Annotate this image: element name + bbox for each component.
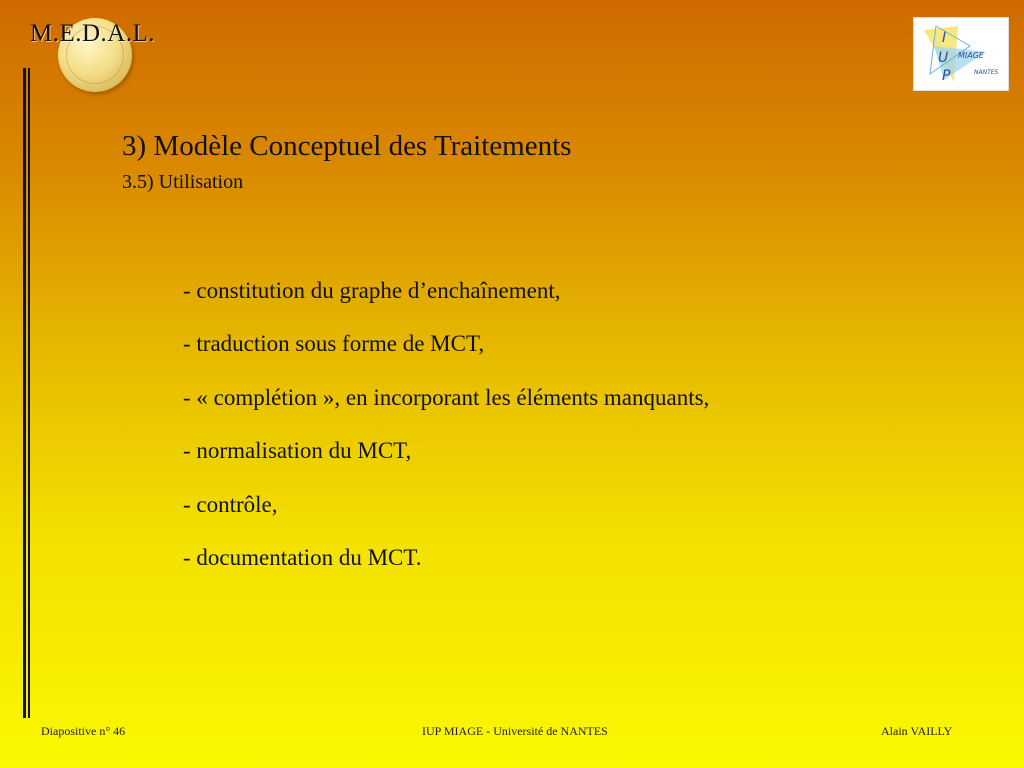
footer-author: Alain VAILLY bbox=[881, 724, 953, 738]
logo-text-nantes: NANTES bbox=[974, 69, 999, 76]
iup-miage-logo bbox=[913, 17, 1009, 91]
logo-letter-i: I bbox=[942, 30, 947, 46]
bullet-item: - normalisation du MCT, bbox=[183, 438, 412, 464]
logo-text-miage: MIAGE bbox=[958, 51, 984, 60]
logo-letter-u: U bbox=[938, 50, 949, 66]
bullet-list bbox=[183, 274, 709, 594]
footer-slide-number: Diapositive n° 46 bbox=[41, 724, 126, 738]
slide-title: 3) Modèle Conceptuel des Traitements bbox=[122, 130, 572, 162]
bullet-item: - traduction sous forme de MCT, bbox=[183, 331, 485, 357]
vertical-rule-thin bbox=[28, 68, 30, 718]
vertical-rule-thick bbox=[23, 68, 26, 718]
bullet-item: - contrôle, bbox=[183, 491, 278, 517]
bullet-item: - constitution du graphe d’enchaînement, bbox=[183, 278, 561, 303]
brand-title: M.E.D.A.L. bbox=[30, 20, 156, 47]
iup-logo-icon bbox=[914, 18, 1008, 90]
logo-letter-p: P bbox=[942, 68, 951, 84]
bullet-item: - documentation du MCT. bbox=[183, 544, 422, 570]
bullet-item: - « complétion », en incorporant les éléments manquants, bbox=[183, 384, 710, 410]
footer-institution: IUP MIAGE - Université de NANTES bbox=[422, 724, 608, 738]
slide-subtitle: 3.5) Utilisation bbox=[122, 171, 244, 193]
